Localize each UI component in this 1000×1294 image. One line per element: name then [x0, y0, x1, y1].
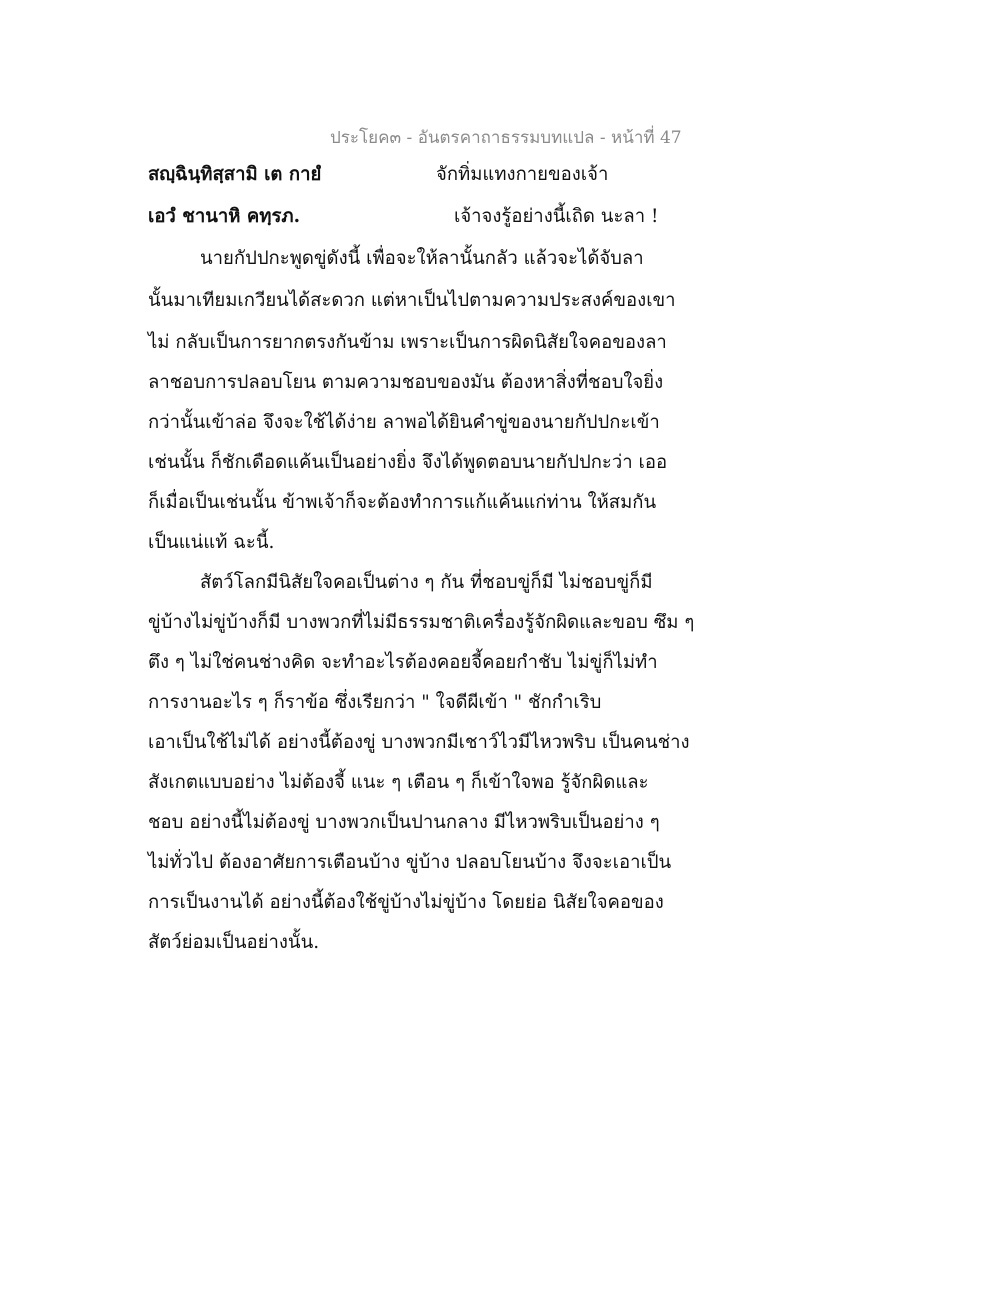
pali-text: สญฺฉินฺทิสฺสามิ เต กายํ: [148, 164, 322, 185]
running-header: ประโยค๓ - อันตรคาถาธรรมบทแปล - หน้าที่ 47: [330, 128, 682, 148]
paragraph-line: ก็เมื่อเป็นเช่นนั้น ข้าพเจ้าก็จะต้องทำการแก้แค้นแก่ท่าน ให้สมกัน: [148, 492, 657, 513]
paragraph-line: สัตว์โลกมีนิสัยใจคอเป็นต่าง ๆ กัน ที่ชอบขู่ก็มี ไม่ชอบขู่ก็มี: [200, 572, 653, 593]
paragraph-line: ไม่ กลับเป็นการยากตรงกันข้าม เพราะเป็นการผิดนิสัยใจคอของลา: [148, 332, 667, 353]
paragraph-line: ขู่บ้างไม่ขู่บ้างก็มี บางพวกที่ไม่มีธรรมชาติเครื่องรู้จักผิดและขอบ ซึม ๆ: [148, 612, 695, 633]
pali-text: เอวํ ชานาหิ คทฺรภ.: [148, 206, 301, 227]
paragraph-line: เอาเป็นใช้ไม่ได้ อย่างนี้ต้องขู่ บางพวกมีเชาว์ไวมีไหวพริบ เป็นคนช่าง: [148, 732, 690, 753]
paragraph-line: สัตว์ย่อมเป็นอย่างนั้น.: [148, 932, 320, 953]
paragraph-line: ไม่ทั่วไป ต้องอาศัยการเตือนบ้าง ขู่บ้าง ปลอบโยนบ้าง จึงจะเอาเป็น: [148, 852, 672, 873]
paragraph-line: เป็นแน่แท้ ฉะนี้.: [148, 532, 275, 553]
paragraph-line: กว่านั้นเข้าล่อ จึงจะใช้ได้ง่าย ลาพอได้ยินคำขู่ของนายกัปปกะเข้า: [148, 412, 660, 433]
paragraph-line: การเป็นงานได้ อย่างนี้ต้องใช้ขู่บ้างไม่ขู่บ้าง โดยย่อ นิสัยใจคอของ: [148, 892, 664, 913]
paragraph-line: ตึง ๆ ไม่ใช่คนช่างคิด จะทำอะไรต้องคอยจี้คอยกำชับ ไม่ขู่ก็ไม่ทำ: [148, 652, 658, 673]
paragraph-line: นายกัปปกะพูดขู่ดังนี้ เพื่อจะให้ลานั้นกลัว แล้วจะได้จับลา: [200, 248, 644, 269]
paragraph-line: ชอบ อย่างนี้ไม่ต้องขู่ บางพวกเป็นปานกลาง มีไหวพริบเป็นอย่าง ๆ: [148, 812, 660, 833]
thai-translation: เจ้าจงรู้อย่างนี้เถิด นะลา !: [454, 206, 659, 227]
paragraph-line: การงานอะไร ๆ ก็ราข้อ ซึ่งเรียกว่า " ใจดีผีเข้า " ชักกำเริบ: [148, 692, 602, 713]
paragraph-line: สังเกตแบบอย่าง ไม่ต้องจี้ แนะ ๆ เตือน ๆ ก็เข้าใจพอ รู้จักผิดและ: [148, 772, 649, 793]
paragraph-line: ลาชอบการปลอบโยน ตามความชอบของมัน ต้องหาสิ่งที่ชอบใจยิ่ง: [148, 372, 664, 393]
verse-line-2: [148, 202, 708, 232]
paragraph-line: นั้นมาเทียมเกวียนได้สะดวก แต่หาเป็นไปตามความประสงค์ของเขา: [148, 290, 676, 311]
thai-translation: จักทิ่มแทงกายของเจ้า: [436, 164, 609, 185]
verse-line-1: [148, 160, 708, 190]
paragraph-line: เช่นนั้น ก็ชักเดือดแค้นเป็นอย่างยิ่ง จึงได้พูดตอบนายกัปปกะว่า เออ: [148, 452, 668, 473]
